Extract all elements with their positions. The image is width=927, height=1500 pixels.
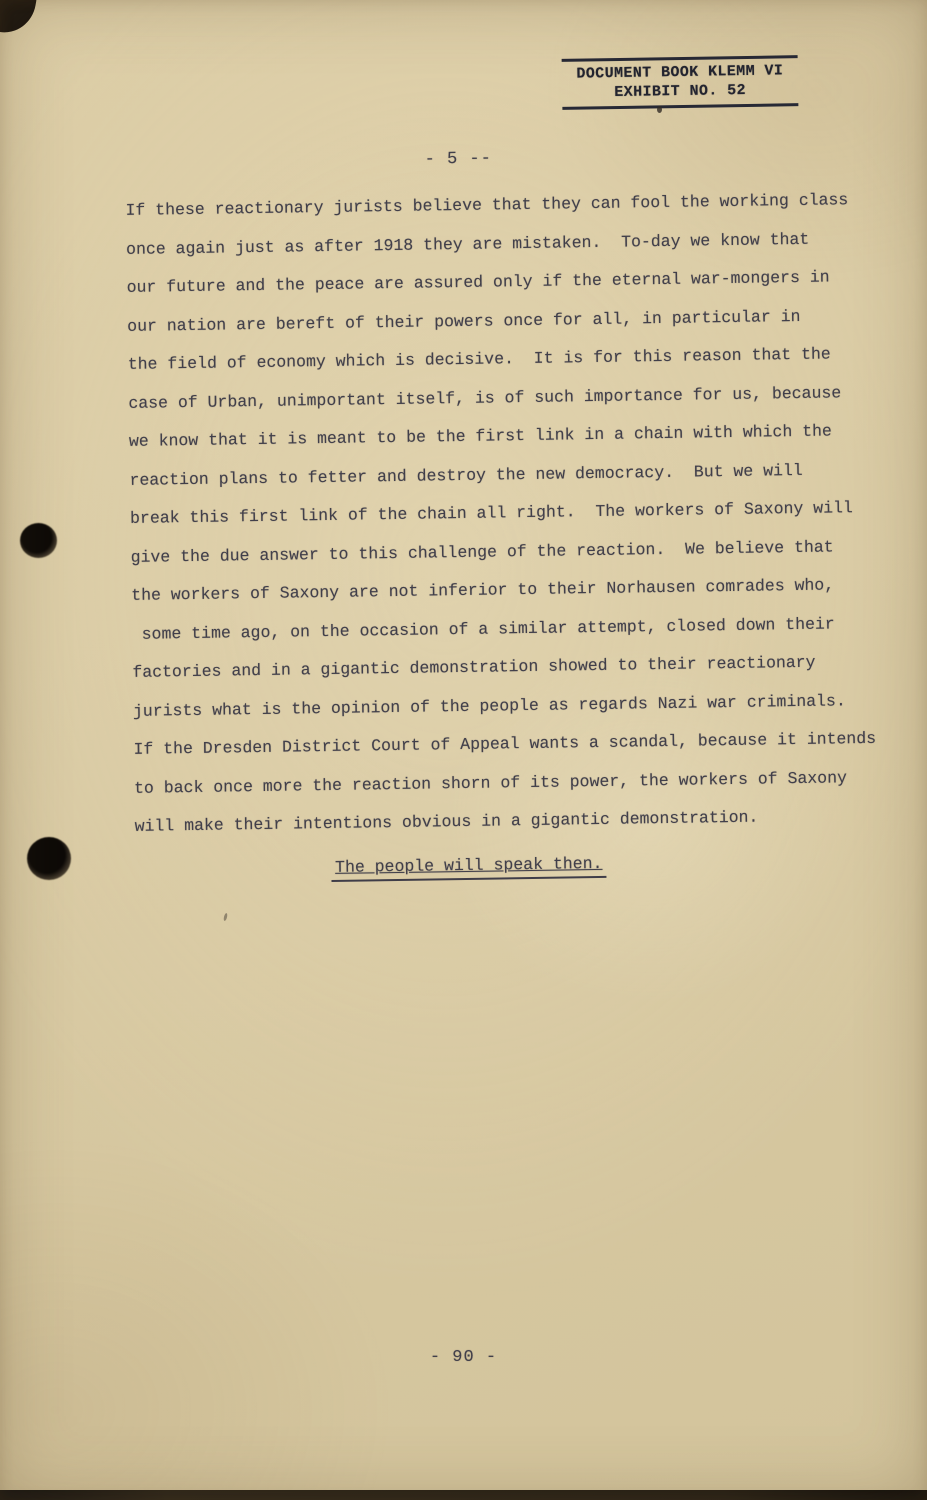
closing-line-text: The people will speak then. [331,853,607,881]
body-text [0,188,927,856]
scan-edge [0,1490,927,1500]
body-line: will make their intentions obvious in a gigantic demonstration. [134,807,759,836]
body-line: jurists what is the opinion of the people as regards Nazi war criminals. [132,690,846,721]
ink-speck [223,913,228,921]
body-line: some time ago, on the occasion of a similar attempt, closed down their [131,613,835,644]
body-line: break this first link of the chain all right. The workers of Saxony will [129,498,853,528]
ink-blot [20,523,57,558]
typewritten-content [0,143,927,881]
page-number: - 5 -- [424,149,493,170]
stamp-document-book-line: DOCUMENT BOOK KLEMM VI [576,62,784,83]
body-line: If these reactionary jurists believe that they can fool the working class [125,190,849,220]
stamp-exhibit-number-line: EXHIBIT NO. 52 [614,81,747,102]
body-line: give the due answer to this challenge of the reaction. We believe that [130,536,834,567]
exhibit-stamp [562,55,799,110]
body-line: If the Dresden District Court of Appeal wants a scandal, because it intends [133,728,877,759]
scan-corner-shadow [0,0,38,37]
body-line: our future and the peace are assured only if the eternal war-mongers in [126,267,830,297]
body-line: reaction plans to fetter and destroy the new democracy. But we will [129,460,803,490]
body-line: we know that it is meant to be the first link in a chain with which the [128,421,833,451]
ink-blot [27,837,71,880]
body-line: once again just as after 1918 they are mistaken. To-day we know that [125,229,810,259]
body-line: to back once more the reaction shorn of its power, the workers of Saxony [133,767,848,798]
body-line: case of Urban, unimportant itself, is of such importance for us, because [128,382,842,413]
ink-speck [657,106,662,113]
footer-page-number: - 90 - [429,1348,498,1367]
body-line: our nation are bereft of their powers once for all, in particular in [127,306,801,336]
body-line: the workers of Saxony are not inferior to their Norhausen comrades who, [131,575,835,605]
body-line: the field of economy which is decisive. It is for this reason that the [127,344,831,374]
body-line: factories and in a gigantic demonstration showed to their reactionary [132,652,816,682]
